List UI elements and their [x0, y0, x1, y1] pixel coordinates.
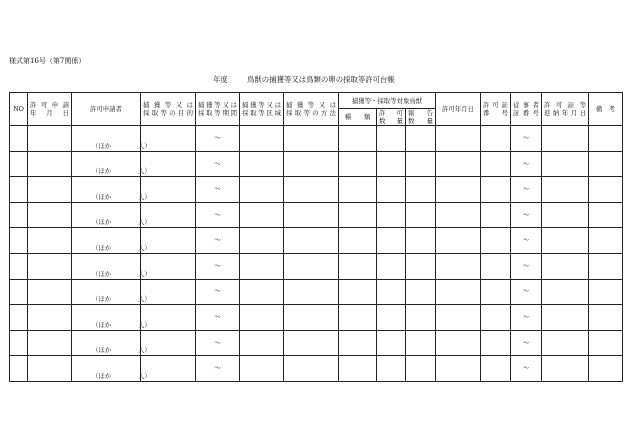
table-cell[interactable] — [406, 305, 436, 331]
table-cell[interactable] — [436, 202, 481, 228]
table-cell[interactable] — [240, 279, 284, 305]
table-cell[interactable] — [28, 228, 72, 254]
table-cell[interactable] — [511, 330, 542, 356]
col-area — [240, 93, 284, 126]
table-row — [10, 126, 623, 152]
table-cell[interactable] — [542, 253, 589, 279]
table-cell[interactable] — [28, 253, 72, 279]
table-cell[interactable] — [240, 253, 284, 279]
table-cell[interactable] — [589, 126, 623, 152]
table-cell[interactable] — [240, 228, 284, 254]
table-cell[interactable] — [339, 305, 377, 331]
applicant-cell[interactable] — [72, 151, 151, 177]
others-label: （ほか — [92, 141, 112, 150]
table-cell[interactable] — [511, 253, 542, 279]
table-cell[interactable] — [196, 253, 240, 279]
table-cell[interactable] — [589, 305, 623, 331]
table-cell[interactable] — [377, 330, 406, 356]
table-cell[interactable] — [436, 330, 481, 356]
col-area-line1: 捕獲等又は — [242, 101, 281, 109]
col-application-date-line2: 年 月 日 — [30, 109, 69, 117]
table-cell[interactable] — [436, 279, 481, 305]
table-cell[interactable] — [481, 279, 511, 305]
others-label: （ほか — [92, 218, 112, 227]
col-period-line1: 捕獲等又は — [198, 101, 237, 109]
table-cell[interactable] — [436, 228, 481, 254]
col-report-qty — [406, 109, 436, 126]
table-cell[interactable] — [28, 305, 72, 331]
table-row — [10, 253, 623, 279]
tilde-mark: ～ — [522, 313, 530, 322]
table-cell[interactable] — [284, 202, 339, 228]
applicant-cell[interactable] — [72, 279, 151, 305]
tilde-mark: ～ — [522, 133, 530, 142]
table-cell[interactable] — [589, 228, 623, 254]
table-cell[interactable] — [436, 177, 481, 203]
tilde-mark: ～ — [522, 338, 530, 347]
table-cell[interactable] — [406, 126, 436, 152]
others-label: （ほか — [92, 192, 112, 201]
table-row — [10, 228, 623, 254]
table-cell[interactable] — [542, 126, 589, 152]
table-row — [10, 202, 623, 228]
col-method-line2: 採取等の方法 — [286, 109, 336, 117]
table-cell[interactable] — [511, 126, 542, 152]
table-cell[interactable] — [377, 305, 406, 331]
table-cell[interactable] — [339, 279, 377, 305]
table-cell[interactable] — [589, 177, 623, 203]
persons-label: 人） — [138, 346, 151, 355]
table-cell[interactable] — [339, 253, 377, 279]
table-cell[interactable] — [196, 356, 240, 382]
tilde-mark: ～ — [214, 313, 221, 322]
table-cell[interactable] — [481, 126, 511, 152]
tilde-mark: ～ — [214, 133, 221, 142]
table-cell[interactable] — [284, 356, 339, 382]
table-cell[interactable] — [377, 177, 406, 203]
col-application-date-line1: 許可申請 — [30, 101, 69, 109]
others-label: （ほか — [92, 346, 112, 355]
applicant-cell[interactable] — [72, 126, 151, 152]
persons-label: 人） — [138, 192, 151, 201]
table-cell[interactable] — [406, 151, 436, 177]
tilde-mark: ～ — [522, 210, 530, 219]
table-cell[interactable] — [377, 279, 406, 305]
applicant-cell[interactable] — [72, 253, 151, 279]
persons-label: 人） — [138, 320, 151, 329]
persons-label: 人） — [138, 371, 151, 380]
table-row — [10, 279, 623, 305]
table-cell[interactable] — [339, 177, 377, 203]
table-cell[interactable] — [28, 279, 72, 305]
table-cell[interactable] — [196, 279, 240, 305]
persons-label: 人） — [138, 243, 151, 252]
table-cell[interactable] — [436, 126, 481, 152]
col-purpose-line1: 捕獲等又は — [143, 101, 193, 109]
col-purpose-line2: 採取等の目的 — [143, 109, 193, 117]
col-permit-qty — [377, 109, 406, 126]
ledger-body — [10, 126, 623, 382]
ledger-title: 鳥獣の捕獲等又は鳥類の卵の採取等許可台帳 — [247, 75, 395, 84]
table-cell[interactable] — [284, 305, 339, 331]
table-cell[interactable] — [284, 279, 339, 305]
table-cell[interactable] — [436, 305, 481, 331]
table-cell[interactable] — [339, 202, 377, 228]
table-cell[interactable] — [481, 330, 511, 356]
tilde-mark: ～ — [522, 236, 530, 245]
table-cell[interactable] — [240, 126, 284, 152]
table-cell[interactable] — [481, 177, 511, 203]
table-cell[interactable] — [511, 228, 542, 254]
persons-label: 人） — [138, 167, 151, 176]
table-cell[interactable] — [28, 126, 72, 152]
table-cell[interactable] — [28, 330, 72, 356]
table-cell[interactable] — [377, 126, 406, 152]
table-cell[interactable] — [542, 279, 589, 305]
table-cell[interactable] — [481, 151, 511, 177]
applicant-cell[interactable] — [72, 228, 151, 254]
table-cell[interactable] — [542, 177, 589, 203]
persons-label: 人） — [138, 269, 151, 278]
table-row — [10, 330, 623, 356]
table-cell[interactable] — [436, 356, 481, 382]
table-cell[interactable] — [339, 151, 377, 177]
applicant-cell[interactable] — [72, 356, 151, 382]
table-cell[interactable] — [240, 202, 284, 228]
table-cell[interactable] — [196, 151, 240, 177]
table-cell[interactable] — [284, 126, 339, 152]
table-cell[interactable] — [481, 228, 511, 254]
table-cell[interactable] — [240, 356, 284, 382]
table-cell[interactable] — [542, 305, 589, 331]
applicant-cell[interactable] — [72, 177, 151, 203]
form-number: 様式第16号（第7関係） — [9, 57, 86, 65]
others-label: （ほか — [92, 269, 112, 278]
col-return-date-line1: 許可証等 — [544, 101, 586, 109]
tilde-mark: ～ — [214, 236, 221, 245]
table-cell[interactable] — [10, 356, 28, 382]
persons-label: 人） — [138, 218, 151, 227]
table-cell[interactable] — [284, 253, 339, 279]
table-cell[interactable] — [284, 330, 339, 356]
table-cell[interactable] — [240, 330, 284, 356]
col-cert-no-line2: 番 号 — [483, 109, 508, 117]
col-application-date — [28, 93, 72, 126]
others-label: （ほか — [92, 167, 112, 176]
table-cell[interactable] — [589, 279, 623, 305]
applicant-cell[interactable] — [72, 330, 151, 356]
col-purpose — [141, 93, 196, 126]
table-cell[interactable] — [436, 151, 481, 177]
table-cell[interactable] — [284, 228, 339, 254]
table-cell[interactable] — [589, 330, 623, 356]
table-cell[interactable] — [589, 202, 623, 228]
table-cell[interactable] — [196, 202, 240, 228]
table-cell[interactable] — [10, 330, 28, 356]
table-cell[interactable] — [377, 356, 406, 382]
tilde-mark: ～ — [522, 364, 530, 373]
table-cell[interactable] — [240, 151, 284, 177]
others-label: （ほか — [92, 371, 112, 380]
col-method — [284, 93, 339, 126]
applicant-cell[interactable] — [72, 305, 151, 331]
table-cell[interactable] — [196, 330, 240, 356]
col-no: NO — [10, 93, 28, 126]
table-cell[interactable] — [481, 253, 511, 279]
tilde-mark: ～ — [522, 159, 530, 168]
col-worker-cert-line1: 従事者 — [513, 101, 539, 109]
tilde-mark: ～ — [522, 185, 530, 194]
table-cell[interactable] — [284, 151, 339, 177]
table-cell[interactable] — [240, 305, 284, 331]
col-area-line2: 採取等区域 — [242, 109, 281, 117]
table-cell[interactable] — [406, 253, 436, 279]
col-worker-cert — [511, 93, 542, 126]
persons-label: 人） — [138, 141, 151, 150]
table-cell[interactable] — [196, 126, 240, 152]
col-target-group: 捕獲等・採取等対象鳥獣 — [339, 93, 436, 109]
table-cell[interactable] — [339, 228, 377, 254]
table-cell[interactable] — [240, 177, 284, 203]
table-cell[interactable] — [542, 330, 589, 356]
table-cell[interactable] — [542, 356, 589, 382]
table-cell[interactable] — [377, 253, 406, 279]
tilde-mark: ～ — [214, 159, 221, 168]
table-cell[interactable] — [10, 253, 28, 279]
table-cell[interactable] — [436, 253, 481, 279]
col-return-date — [542, 93, 589, 126]
table-cell[interactable] — [511, 202, 542, 228]
col-report-qty-line2: 数 量 — [408, 117, 433, 125]
tilde-mark: ～ — [214, 287, 221, 296]
col-cert-no — [481, 93, 511, 126]
table-cell[interactable] — [10, 279, 28, 305]
col-period-line2: 採取等期間 — [198, 109, 237, 117]
table-cell[interactable] — [406, 279, 436, 305]
table-cell[interactable] — [589, 253, 623, 279]
col-return-date-line2: 返納年月日 — [544, 109, 586, 117]
col-period — [196, 93, 240, 126]
table-cell[interactable] — [589, 356, 623, 382]
table-cell[interactable] — [542, 228, 589, 254]
table-cell[interactable] — [406, 202, 436, 228]
table-cell[interactable] — [511, 151, 542, 177]
table-cell[interactable] — [511, 356, 542, 382]
table-cell[interactable] — [511, 177, 542, 203]
col-method-line1: 捕獲等又は — [286, 101, 336, 109]
col-worker-cert-line2: 証番号 — [513, 109, 539, 117]
table-cell[interactable] — [511, 305, 542, 331]
table-cell[interactable] — [406, 177, 436, 203]
col-permit-date: 許可年月日 — [436, 93, 481, 126]
table-cell[interactable] — [406, 228, 436, 254]
table-cell[interactable] — [589, 151, 623, 177]
col-permit-qty-line2: 数 量 — [379, 117, 403, 125]
table-cell[interactable] — [339, 330, 377, 356]
table-cell[interactable] — [28, 177, 72, 203]
others-label: （ほか — [92, 320, 112, 329]
col-species: 種 類 — [339, 109, 377, 126]
permit-ledger-table — [9, 92, 623, 382]
table-cell[interactable] — [10, 126, 28, 152]
table-cell[interactable] — [377, 202, 406, 228]
table-cell[interactable] — [10, 151, 28, 177]
table-cell[interactable] — [196, 305, 240, 331]
persons-label: 人） — [138, 295, 151, 304]
table-cell[interactable] — [28, 151, 72, 177]
table-row — [10, 151, 623, 177]
table-cell[interactable] — [406, 330, 436, 356]
col-applicant: 許可申請者 — [72, 93, 141, 126]
table-cell[interactable] — [339, 356, 377, 382]
col-permit-qty-line1: 許 可 — [379, 109, 403, 117]
table-cell[interactable] — [542, 151, 589, 177]
table-row — [10, 356, 623, 382]
tilde-mark: ～ — [522, 287, 530, 296]
table-cell[interactable] — [481, 202, 511, 228]
table-cell[interactable] — [511, 279, 542, 305]
table-cell[interactable] — [10, 177, 28, 203]
col-remarks: 備 考 — [589, 93, 623, 126]
table-cell[interactable] — [481, 305, 511, 331]
fiscal-year-label: 年度 — [213, 75, 228, 84]
table-cell[interactable] — [377, 151, 406, 177]
table-cell[interactable] — [406, 356, 436, 382]
table-cell[interactable] — [28, 202, 72, 228]
table-cell[interactable] — [28, 356, 72, 382]
col-cert-no-line1: 許可証 — [483, 101, 508, 109]
tilde-mark: ～ — [214, 364, 221, 373]
table-cell[interactable] — [196, 228, 240, 254]
table-cell[interactable] — [377, 228, 406, 254]
others-label: （ほか — [92, 295, 112, 304]
col-report-qty-line1: 報 告 — [408, 109, 433, 117]
table-cell[interactable] — [339, 126, 377, 152]
applicant-cell[interactable] — [72, 202, 151, 228]
table-cell[interactable] — [10, 202, 28, 228]
others-label: （ほか — [92, 243, 112, 252]
tilde-mark: ～ — [214, 261, 221, 270]
tilde-mark: ～ — [214, 185, 221, 194]
table-cell[interactable] — [284, 177, 339, 203]
table-cell[interactable] — [196, 177, 240, 203]
table-cell[interactable] — [542, 202, 589, 228]
table-row — [10, 305, 623, 331]
table-row — [10, 177, 623, 203]
tilde-mark: ～ — [522, 261, 530, 270]
table-cell[interactable] — [10, 305, 28, 331]
tilde-mark: ～ — [214, 338, 221, 347]
table-cell[interactable] — [481, 356, 511, 382]
tilde-mark: ～ — [214, 210, 221, 219]
table-cell[interactable] — [10, 228, 28, 254]
